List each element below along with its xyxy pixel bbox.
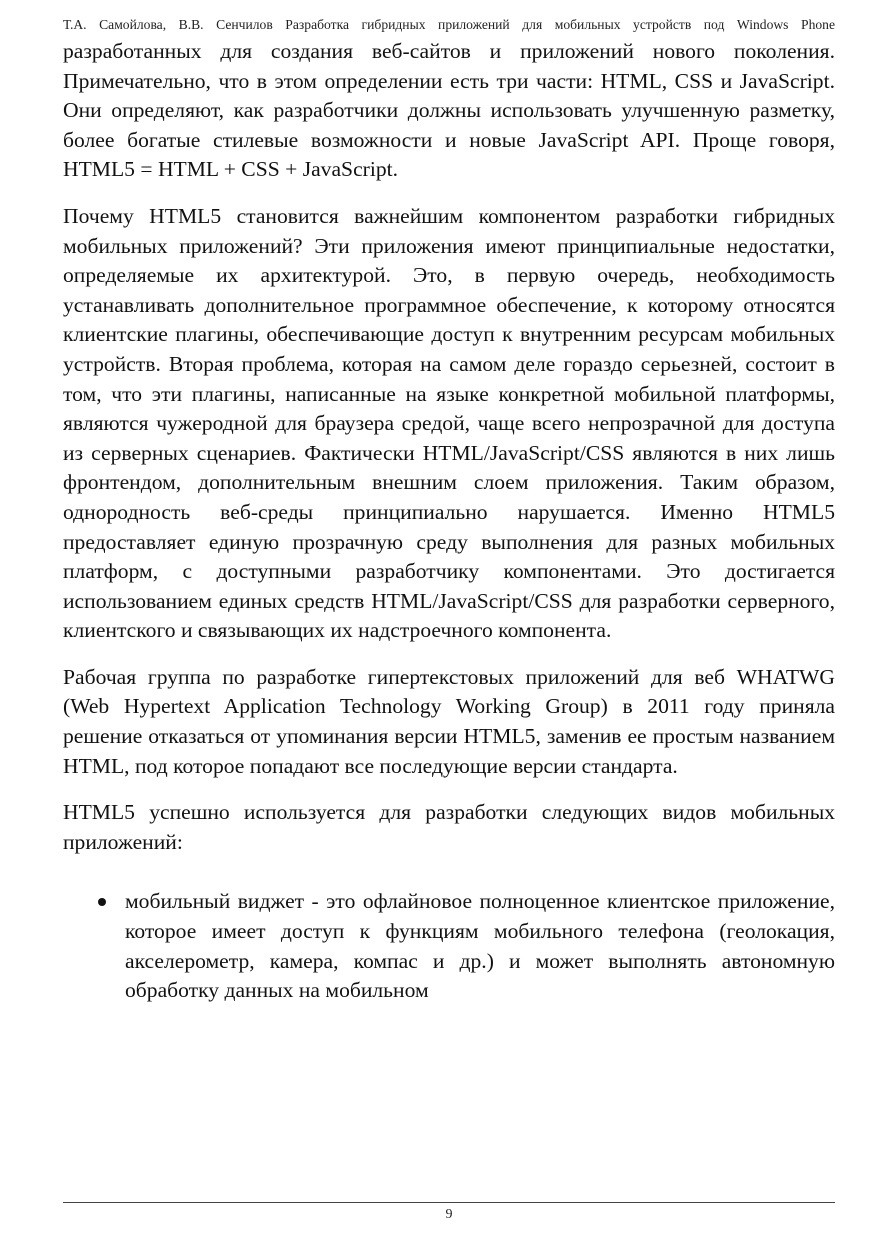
- bullet-icon: [98, 898, 106, 906]
- document-page: [63, 0, 835, 1241]
- paragraph-whatwg: Рабочая группа по разработке гипертекстовых приложений для веб WHATWG (Web Hypertext Application Technology Working Group) в 2011 году приняла решение отказаться от упоминания версии HTML5, заменив ее простым названием HTML, под которое попадают все последующие версии стандарта.: [63, 664, 835, 778]
- page-number: 9: [445, 1207, 453, 1222]
- paragraph-html5-definition: разработанных для создания веб-сайтов и приложений нового поколения. Примечательно, что в этом определении есть три части: HTML, CSS и JavaScript. Они определяют, как разработчики должны использовать улучшенную разметку, более богатые стилевые возможности и новые JavaScript API. Проще говоря, HTML5 = HTML + CSS + JavaScript.: [63, 39, 835, 182]
- app-types-list: [63, 887, 835, 1005]
- footer-divider: [63, 1202, 835, 1203]
- body-text: [63, 37, 835, 1006]
- paragraph-why-html5: Почему HTML5 становится важнейшим компонентом разработки гибридных мобильных приложений? Эти приложения имеют принципиальные недостатки, определяемые их архитектурой. Это, в первую очередь, необходимость устанавливать дополнительное программное обеспечение, к которому относятся клиентские плагины, обеспечивающие доступ к внутренним ресурсам мобильных устройств. Вторая проблема, которая на самом деле гораздо серьезней, состоит в том, что эти плагины, написанные на языке конкретной мобильной платформы, являются чужеродной для браузера средой, чаще всего непрозрачной для доступа из серверных сценариев. Фактически HTML/JavaScript/CSS являются в них лишь фронтендом, дополнительным внешним слоем приложения. Таким образом, однородность веб-среды принципиально нарушается. Именно HTML5 предоставляет единую прозрачную среду выполнения для разных мобильных платформ, с доступными разработчику компонентами. Это достигается использованием единых средств HTML/JavaScript/CSS для разработки серверного, клиентского и связывающих их надстроечного компонента.: [63, 203, 835, 643]
- paragraph-app-types-intro: HTML5 успешно используется для разработки следующих видов мобильных приложений:: [63, 800, 835, 854]
- list-item-text: мобильный виджет - это офлайновое полноценное клиентское приложение, которое имеет доступ к функциям мобильного телефона (геолокация, акселерометр, камера, компас и др.) и может выполнять автономную обработку данных на мобильном: [125, 889, 835, 1003]
- running-header: Т.А. Самойлова, В.В. Сенчилов Разработка гибридных приложений для мобильных устройств под Windows Phone: [63, 17, 835, 32]
- list-item: [63, 887, 835, 1005]
